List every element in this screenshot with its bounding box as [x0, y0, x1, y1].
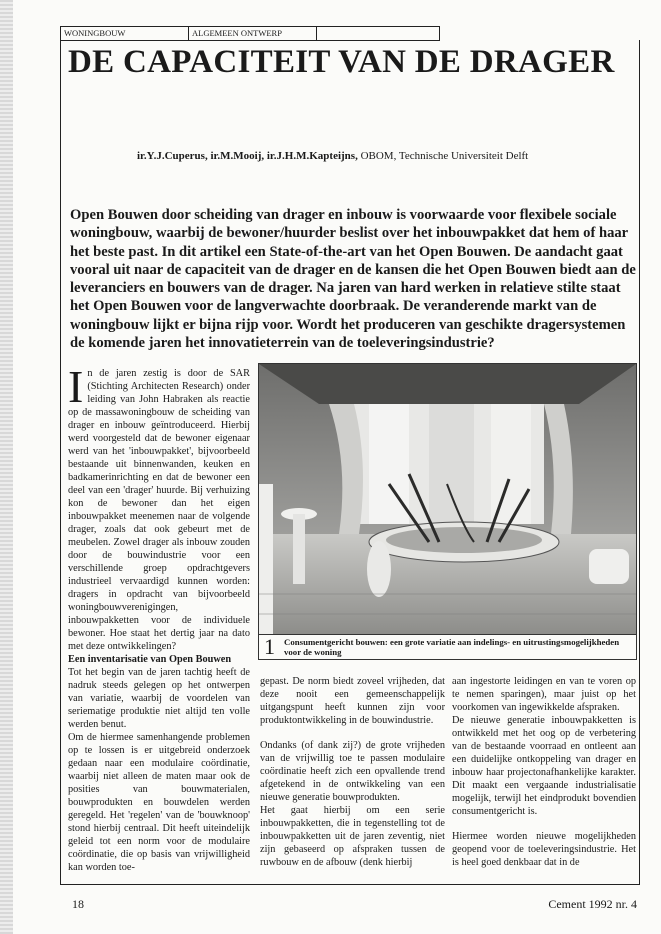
body-paragraph: Het gaat hierbij om een serie inbouwpakketten, die in tegenstelling tot de inbouwpakketten uit de jaren zeventig, niet zijn gebaseerd op afspraken tussen de ruwbouw en de afbouw (denk hierbij — [260, 805, 445, 868]
body-paragraph: Om de hiermee samenhangende problemen op te lossen is er uitgebreid onderzoek gedaan naar een modulaire coördinatie, waarbij niet alleen de maten maar ook de posities van bouwmaterialen, bouwprodukten en bouwdelen werden geregeld. Het 'regelen' van de 'bouwknoop' stond hierbij centraal. Dit heeft uiteindelijk geleid tot een norm voor de modulaire coördinatie, die op basis van vrijwilligheid kan worden toe- — [68, 732, 250, 873]
body-paragraph: Hiermee worden nieuwe mogelijkheden geopend voor de toeleveringsindustrie. Het is heel goed denkbaar dat in de — [452, 831, 636, 868]
article-title: DE CAPACITEIT VAN DE DRAGER — [68, 44, 615, 80]
body-paragraph: Ondanks (of dank zij?) de grote vrijheden van de vrijwillig toe te passen modulaire coördinatie heeft zich een opvallende trend afgetekend in de ontwikkeling van een nieuwe generatie bouwprodukten. — [260, 740, 445, 803]
column-middle — [260, 675, 445, 869]
body-paragraph: Tot het begin van de jaren tachtig heeft de nadruk steeds gelegen op het ontwerpen van variatie, waarbij de voordelen van seriematige produktie niet altijd ten volle werden benut. — [68, 667, 250, 730]
drop-cap: I — [68, 361, 84, 412]
scan-binding-edge — [0, 0, 13, 934]
page-number: 18 — [72, 897, 84, 911]
figure-photo-bathroom — [258, 363, 637, 635]
section-label: WONINGBOUW — [61, 27, 189, 40]
figure-caption: Consumentgericht bouwen: een grote variatie aan indelings- en uitrustingsmogelijkheden voor de woning — [284, 637, 620, 657]
bathroom-photo-illustration — [259, 364, 636, 634]
figure-caption-box — [258, 634, 637, 660]
intro-text: n de jaren zestig is door de SAR (Stichting Architecten Research) onder leiding van John Habraken als reactie op de massawoningbouw de scheiding van drager en inbouw geïntroduceerd. Hierbij werd voorgesteld dat de bewoner eigenaar werd van het 'inbouwpakket', bijvoorbeeld bestaande uit binnenwanden, keuken en badkamerinrichting en dat de bewoner een deel van een 'drager' huurde. Bij verhuizing kon de bewoner dan het eigen inbouwpakket meenemen naar de volgende drager, zoals dat ook gebeurt met de meubelen. Zowel drager als inbouw zouden door de bouwindustrie voor een verschillende groep opdrachtgevers industrieel vervaardigd kunnen worden: dragers in opdracht van bijvoorbeeld woningbouwverenigingen, inbouwpakketten voor de individuele bewoner. Hoe staat het dertig jaar na dato met deze ontwikkelingen? — [68, 368, 250, 652]
category-label: ALGEMEEN ONTWERP — [189, 27, 317, 40]
column-left — [68, 361, 250, 874]
figure-number: 1 — [264, 634, 275, 659]
column-right — [452, 675, 636, 869]
body-paragraph: gepast. De norm biedt zoveel vrijheden, dat deze nooit een gemeenschappelijk uitgangspunt heeft kunnen zijn voor produktontwikkeling in de bouwindustrie. — [260, 676, 445, 726]
section-subheading: Een inventarisatie van Open Bouwen — [68, 654, 232, 665]
body-paragraph: De nieuwe generatie inbouwpakketten is ontwikkeld met het oog op de verbetering van de bestaande voorraad en ontleent aan een duidelijke ontkoppeling van drager en inbouw haar projectonafhankelijke karakter. Dit maakt een vergaande industrialisatie mogelijk, terwijl het eindprodukt bovendien consumentgericht is. — [452, 715, 636, 817]
author-affiliation: OBOM, Technische Universiteit Delft — [360, 150, 529, 162]
empty-header-cell — [317, 27, 439, 40]
body-paragraph: aan ingestorte leidingen en van te voren op te nemen sparingen), maar juist op het voorkomen van ingewikkelde afspraken. — [452, 676, 636, 713]
author-names: ir.Y.J.Cuperus, ir.M.Mooij, ir.J.H.M.Kapteijns, — [137, 150, 358, 162]
lead-paragraph: Open Bouwen door scheiding van drager en inbouw is voorwaarde voor flexibele sociale woningbouw, waarbij de bewoner/huurder beslist over het inbouwpakket dat hem of haar het beste past. In dit artikel een State-of-the-art van het Open Bouwen. De aandacht gaat vooral uit naar de capaciteit van de drager en de kansen die het Open Bouwen biedt aan de leveranciers en bouwers van de drager. Na jaren van hard werken in relatieve stilte staat het Open Bouwen voor de langverwachte doorbraak. De veranderende markt van de woningbouw lijkt er bijna rijp voor. Wordt het produceren van geschikte dragersystemen de komende jaren het innovatieterrein van de toeleveringsindustrie? — [70, 207, 636, 352]
publication-footer: Cement 1992 nr. 4 — [548, 897, 637, 911]
intro-paragraph — [68, 361, 250, 653]
section-header — [60, 26, 440, 41]
authors-line — [137, 149, 528, 163]
